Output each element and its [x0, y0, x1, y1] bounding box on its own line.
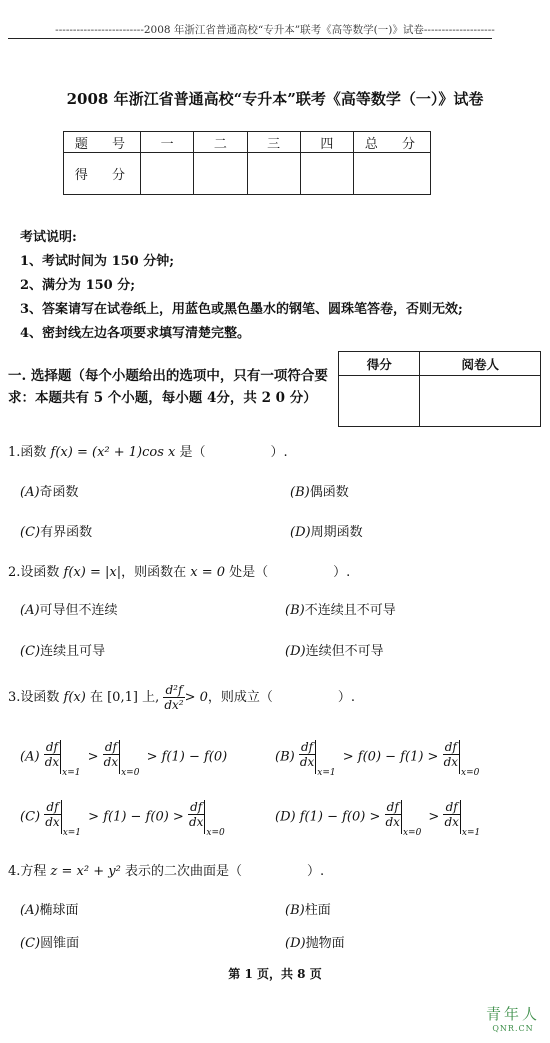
question-2: 2.设函数 f(x) = |x|，则函数在 x = 0 处是（ ）. — [8, 565, 351, 580]
header-rule — [8, 38, 492, 39]
question-3: 3.设函数 f(x) 在 [0,1] 上, $\frac{\text{d²f}}{\text{dx²}}$ > 0，则成立（ ）. — [8, 683, 356, 712]
section-line-2: 求：本题共有 5 个小题，每小题 4分，共 2 0 分） — [8, 390, 317, 406]
q3-option-a: (A) $\frac{df}{dx}$ $_{x=1}$ > $\frac{df}{dx}$ $_{x=0}$ > f(1) − f(0) — [20, 740, 228, 778]
question-4: 4.方程 z = x² + y² 表示的二次曲面是（ ）. — [8, 864, 325, 879]
section-heading — [8, 365, 338, 409]
note-item: 3、答案请写在试卷纸上，用蓝色或黑色墨水的钢笔、圆珠笔答卷，否则无效; — [20, 302, 463, 317]
q4-option-a: (A)椭球面 — [20, 903, 79, 918]
score-row-label: 得 分 — [64, 153, 141, 195]
page-header: -------------------------2008 年浙江省普通高校“专升本”联考《高等数学(一)》试卷-------------------- — [55, 24, 495, 36]
score-cell-3 — [247, 153, 300, 195]
q4-option-c: (C)圆锥面 — [20, 936, 80, 951]
score-col-total: 总 分 — [354, 132, 431, 153]
q3-option-b: (B) $\frac{df}{dx}$ $_{x=1}$ > f(0) − f(1) > $\frac{df}{dx}$ $_{x=0}$ — [275, 740, 480, 778]
notes-heading: 考试说明: — [20, 230, 77, 245]
site-logo: 青年人 QNR.CN — [485, 1005, 540, 1033]
score-col-1: 一 — [141, 132, 194, 153]
q2-option-d: (D)连续但不可导 — [285, 644, 384, 659]
score-col-2: 二 — [194, 132, 247, 153]
score-cell-1 — [141, 153, 194, 195]
score-col-3: 三 — [247, 132, 300, 153]
grader-score-header: 得分 — [339, 352, 420, 376]
score-cell-total — [354, 153, 431, 195]
q4-option-b: (B)柱面 — [285, 903, 331, 918]
note-item: 4、密封线左边各项要求填写清楚完整。 — [20, 326, 251, 341]
note-item: 2、满分为 150 分; — [20, 278, 136, 293]
score-col-4: 四 — [300, 132, 353, 153]
exam-notes — [20, 226, 463, 346]
score-cell-2 — [194, 153, 247, 195]
grader-reviewer-header: 阅卷人 — [420, 352, 541, 376]
score-table — [63, 131, 431, 195]
q4-option-d: (D)抛物面 — [285, 936, 345, 951]
question-1: 1.函数 f(x) = (x² + 1)cos x 是（ ）. — [8, 445, 288, 460]
score-cell-4 — [300, 153, 353, 195]
q1-option-a: (A)奇函数 — [20, 485, 79, 500]
q1-option-c: (C)有界函数 — [20, 525, 93, 540]
page-footer: 第 1 页，共 8 页 — [228, 967, 322, 981]
grader-score-cell — [339, 376, 420, 427]
q3-option-c: (C) $\frac{df}{dx}$ $_{x=1}$ > f(1) − f(0) > $\frac{df}{dx}$ $_{x=0}$ — [20, 800, 225, 838]
q2-option-a: (A)可导但不连续 — [20, 603, 118, 618]
q1-option-b: (B)偶函数 — [290, 485, 349, 500]
q2-option-b: (B)不连续且不可导 — [285, 603, 396, 618]
grader-table — [338, 351, 541, 427]
q2-option-c: (C)连续且可导 — [20, 644, 106, 659]
note-item: 1、考试时间为 150 分钟; — [20, 254, 175, 269]
q3-second-derivative: $\frac{\text{d²f}}{\text{dx²}}$ — [164, 683, 184, 712]
score-table-header-label: 题 号 — [64, 132, 141, 153]
exam-title: 2008 年浙江省普通高校“专升本”联考《高等数学（一）》试卷 — [66, 90, 484, 108]
section-line-1: 一. 选择题（每个小题给出的选项中，只有一项符合要 — [8, 368, 328, 384]
q1-expr: f(x) = (x² + 1)cos x — [50, 445, 176, 460]
grader-reviewer-cell — [420, 376, 541, 427]
q1-option-d: (D)周期函数 — [290, 525, 363, 540]
q3-option-d: (D) f(1) − f(0) > $\frac{df}{dx}$ $_{x=0}$ > $\frac{df}{dx}$ $_{x=1}$ — [275, 800, 481, 838]
